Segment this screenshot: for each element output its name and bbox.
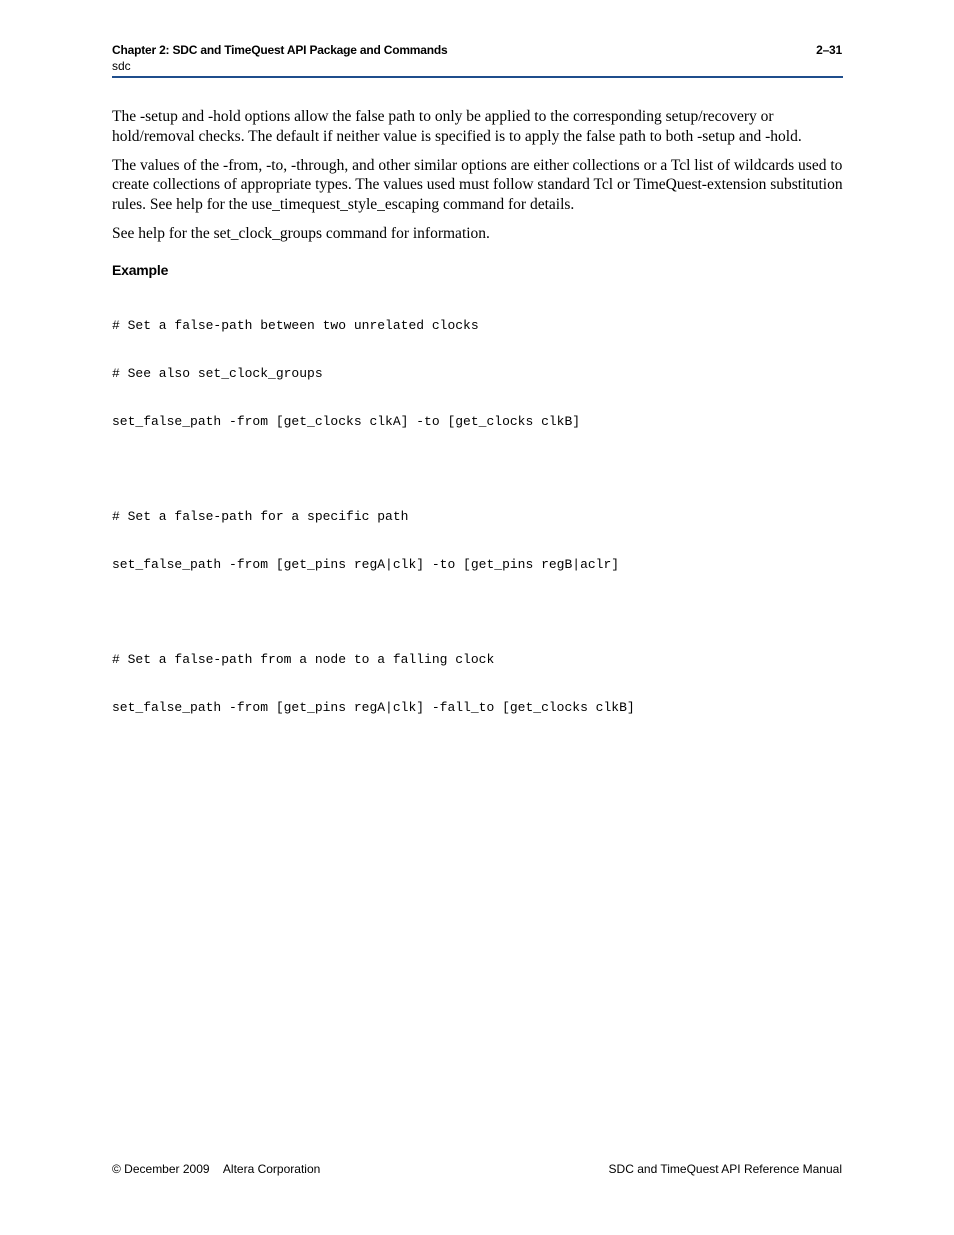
paragraph-option-values: The values of the -from, -to, -through, and other similar options are either collections or a Tcl list of wildcards used to create collections of appropriate types. The values used must follow standard Tcl or TimeQuest-extension substitution rules. See help for the use_timequest_style_escaping command for details. [112, 156, 843, 213]
code-line: set_false_path -from [get_pins regA|clk] -to [get_pins regB|aclr] [112, 557, 620, 572]
paragraph-clock-groups: See help for the set_clock_groups command for information. [112, 224, 490, 242]
code-line: set_false_path -from [get_pins regA|clk] -fall_to [get_clocks clkB] [112, 700, 635, 715]
example-heading: Example [112, 262, 169, 278]
page-number: 2–31 [816, 43, 842, 57]
header-row [112, 42, 842, 58]
paragraph-setup-hold: The -setup and -hold options allow the false path to only be applied to the corresponding setup/recovery or hold/removal checks. The default if neither value is specified is to apply the false path to both -setup and -hold. [112, 108, 802, 145]
code-line: # Set a false-path for a specific path [112, 509, 409, 524]
copyright-notice: © December 2009 [112, 1162, 210, 1176]
page-content [112, 107, 844, 763]
code-line: # See also set_clock_groups [112, 366, 323, 381]
footer-left [112, 1161, 320, 1177]
header-divider [112, 76, 843, 78]
company-name: Altera Corporation [222, 1162, 321, 1176]
page-footer [112, 1161, 842, 1177]
code-line: set_false_path -from [get_clocks clkA] -to [get_clocks clkB] [112, 414, 581, 429]
code-block-falling-clock [112, 620, 844, 748]
code-block-specific-path [112, 477, 844, 605]
code-line: # Set a false-path from a node to a falling clock [112, 652, 495, 667]
code-line: # Set a false-path between two unrelated clocks [112, 318, 479, 333]
code-block-unrelated-clocks [112, 286, 844, 462]
page-header [112, 42, 842, 74]
chapter-title: Chapter 2: SDC and TimeQuest API Package and Commands [112, 43, 448, 57]
section-name: sdc [112, 59, 131, 73]
manual-title: SDC and TimeQuest API Reference Manual [608, 1162, 842, 1176]
